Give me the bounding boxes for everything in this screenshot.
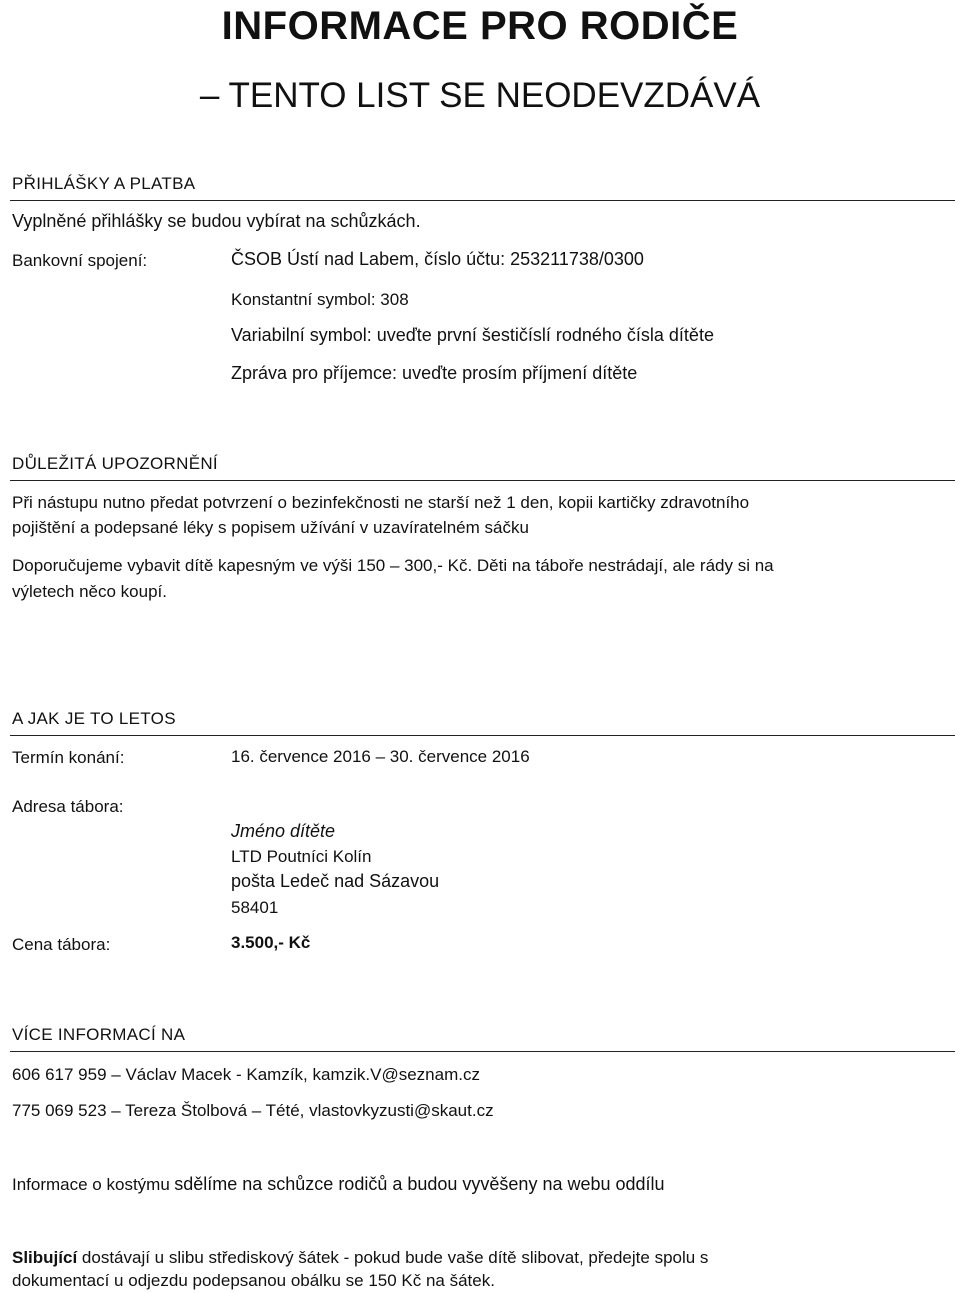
price-label: Cena tábora: — [12, 935, 111, 954]
bank-label: Bankovní spojení: — [12, 251, 148, 270]
costume-note — [12, 1174, 665, 1195]
variable-symbol: Variabilní symbol: uveďte první šestičíslí rodného čísla dítěte — [231, 325, 714, 345]
scarf-note-bold: Slibující — [12, 1248, 78, 1267]
section-divider — [10, 480, 955, 481]
scarf-note-rest: dostávají u slibu střediskový šátek - pokud bude vaše dítě slibovat, předejte spolu s — [77, 1248, 709, 1267]
bank-value: ČSOB Ústí nad Labem, číslo účtu: 253211738/0300 — [231, 249, 644, 269]
pocket-money-note: Doporučujeme vybavit dítě kapesným ve výši 150 – 300,- Kč. Děti na táboře nestrádají, ale rády si na — [12, 556, 774, 575]
section-heading-more-info: VÍCE INFORMACÍ NA — [12, 1025, 186, 1044]
registration-note: Vyplněné přihlášky se budou vybírat na schůzkách. — [12, 211, 421, 231]
section-heading-important: DŮLEŽITÁ UPOZORNĚNÍ — [12, 454, 218, 473]
important-note-line: Při nástupu nutno předat potvrzení o bezinfekčnosti ne starší než 1 den, kopii kartičky zdravotního — [12, 493, 750, 512]
scarf-note — [12, 1248, 708, 1268]
contact-line: 775 069 523 – Tereza Štolbová – Tété, vlastovkyzusti@skaut.cz — [12, 1101, 494, 1120]
section-divider — [10, 200, 955, 201]
address-label: Adresa tábora: — [12, 797, 124, 816]
pocket-money-note: výletech něco koupí. — [12, 582, 167, 601]
important-note-line: pojištění a podepsané léky s popisem užívání v uzavíratelném sáčku — [12, 518, 529, 537]
address-line: pošta Ledeč nad Sázavou — [231, 871, 440, 891]
scarf-note-line2: dokumentací u odjezdu podepsanou obálku se 150 Kč na šátek. — [12, 1271, 495, 1290]
costume-note-a: Informace o kostýmu — [12, 1175, 170, 1194]
page-subtitle: – TENTO LIST SE NEODEVZDÁVÁ — [199, 76, 761, 115]
address-line: LTD Poutníci Kolín — [231, 847, 372, 866]
address-zip: 58401 — [231, 898, 279, 917]
section-heading-registration: PŘIHLÁŠKY A PLATBA — [12, 174, 196, 193]
constant-symbol: Konstantní symbol: 308 — [231, 290, 409, 309]
date-label: Termín konání: — [12, 748, 125, 767]
costume-note-b: sdělíme na schůzce rodičů a budou vyvěšeny na webu oddílu — [174, 1174, 665, 1194]
page-title: INFORMACE PRO RODIČE — [221, 4, 739, 48]
price-value: 3.500,- Kč — [231, 933, 311, 952]
section-divider — [10, 735, 955, 736]
date-value: 16. července 2016 – 30. července 2016 — [231, 747, 530, 766]
contact-line: 606 617 959 – Václav Macek - Kamzík, kamzik.V@seznam.cz — [12, 1065, 480, 1084]
address-name: Jméno dítěte — [231, 821, 336, 841]
section-heading-this-year: A JAK JE TO LETOS — [12, 709, 176, 728]
payment-message: Zpráva pro příjemce: uveďte prosím příjmení dítěte — [231, 363, 638, 383]
section-divider — [10, 1051, 955, 1052]
